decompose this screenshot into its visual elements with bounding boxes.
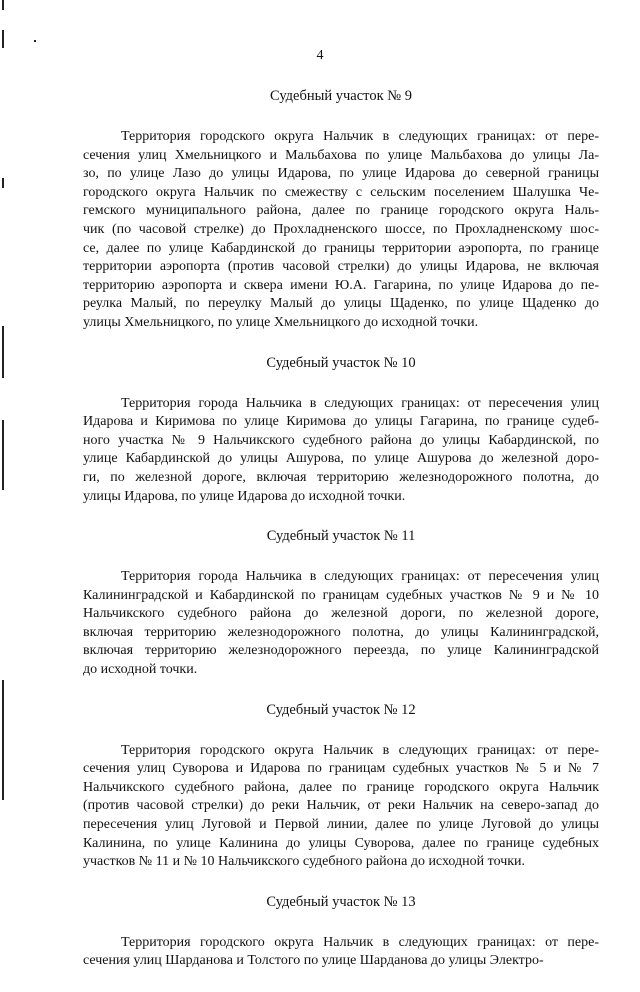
text-line: включая территорию железнодорожного полотна, до улицы Калининградской,	[83, 624, 599, 640]
section-paragraph	[83, 742, 599, 872]
section-title: Судебный участок № 13	[266, 893, 416, 910]
text-line: Территория городского округа Нальчик в следующих границах: от пере-	[121, 742, 599, 758]
text-line: сечения улиц Хмельницкого и Мальбахова по улице Мальбахова до улицы Ла-	[83, 147, 599, 163]
text-line: городского округа Нальчик по смежеству с сельским поселением Шалушка Че-	[83, 184, 599, 200]
text-line: зо, по улице Лазо до улицы Идарова, по улице Идарова до северной границы	[83, 166, 599, 182]
text-line: Нальчикского судебного района до железной дороги, по железной дороге,	[83, 606, 599, 622]
scan-dot	[34, 40, 36, 42]
scan-mark	[2, 30, 4, 48]
scan-mark	[2, 680, 4, 800]
text-line: пересечения улиц Луговой и Первой линии, далее по улице Луговой до улицы	[83, 817, 599, 833]
section-paragraph	[83, 934, 599, 971]
text-line: сечения улиц Суворова и Идарова по границам судебных участков № 5 и № 7	[83, 761, 599, 777]
text-line: се, далее по улице Кабардинской до границы территории аэропорта, по границе	[83, 240, 599, 256]
text-line: гемского муниципального района, далее по границе городского округа Наль-	[83, 203, 599, 219]
text-line: Территория городского округа Нальчик в следующих границах: от пере-	[121, 129, 599, 144]
text-line: ги, по железной дороге, включая территорию железнодорожного полотна, до	[83, 469, 599, 485]
text-line: Территория городского округа Нальчик в следующих границах: от пере-	[121, 934, 599, 950]
text-line: Идарова и Киримова по улице Киримова до улицы Гагарина, по границе судеб-	[83, 414, 599, 430]
page-number: 4	[316, 48, 324, 63]
document-body	[83, 87, 599, 992]
text-line: Территория города Нальчика в следующих границах: от пересечения улиц	[121, 395, 599, 411]
scan-mark	[2, 420, 4, 490]
section-paragraph	[83, 395, 599, 507]
section-title: Судебный участок № 9	[270, 88, 412, 104]
text-line: участков № 11 и № 10 Нальчикского судебного района до исходной точки.	[83, 854, 526, 870]
section-title: Судебный участок № 11	[266, 528, 416, 545]
text-line: Калинина, по улице Калинина до улицы Суворова, далее по границе судебных	[83, 835, 599, 851]
section-paragraph	[83, 128, 599, 333]
text-line: Калининградской и Кабардинской по границам судебных участков № 9 и № 10	[83, 587, 599, 603]
text-line: чик (по часовой стрелке) до Прохладненского шоссе, по Прохладненскому шос-	[83, 221, 599, 237]
text-line: до исходной точки.	[83, 662, 198, 678]
text-line: территории аэропорта (против часовой стрелки) до улицы Идарова, не включая	[83, 259, 599, 275]
text-line: территорию аэропорта и сквера имени Ю.А. Гагарина, по улице Идарова до пе-	[83, 277, 599, 293]
text-line: сечения улиц Шарданова и Толстого по улице Шарданова до улицы Электро-	[83, 953, 544, 969]
text-line: улицы Идарова, по улице Идарова до исходной точки.	[83, 488, 406, 504]
text-line: (против часовой стрелки) до реки Нальчик, от реки Нальчик на северо-запад до	[83, 798, 599, 814]
scan-mark	[2, 178, 4, 188]
text-line: реулка Малый, по переулку Малый до улицы Щаденко, по улице Щаденко до	[83, 296, 599, 312]
section-title: Судебный участок № 12	[266, 701, 416, 718]
text-line: улицы Хмельницкого, по улице Хмельницкого до исходной точки.	[83, 314, 479, 330]
text-line: ного участка № 9 Нальчикского судебного района до улицы Кабардинской, по	[83, 432, 599, 448]
text-line: улице Кабардинской до улицы Ашурова, по улице Ашурова до железной доро-	[83, 451, 599, 467]
scan-mark	[2, 326, 4, 378]
scan-mark	[2, 0, 4, 10]
text-line: включая территорию железнодорожного переезда, по улице Калининградской	[83, 643, 599, 659]
section-paragraph	[83, 568, 599, 680]
text-line: Нальчикского судебного района, далее по границе городского округа Нальчик	[83, 779, 599, 795]
text-line: Территория города Нальчика в следующих границах: от пересечения улиц	[121, 569, 599, 585]
section-title: Судебный участок № 10	[266, 354, 416, 371]
